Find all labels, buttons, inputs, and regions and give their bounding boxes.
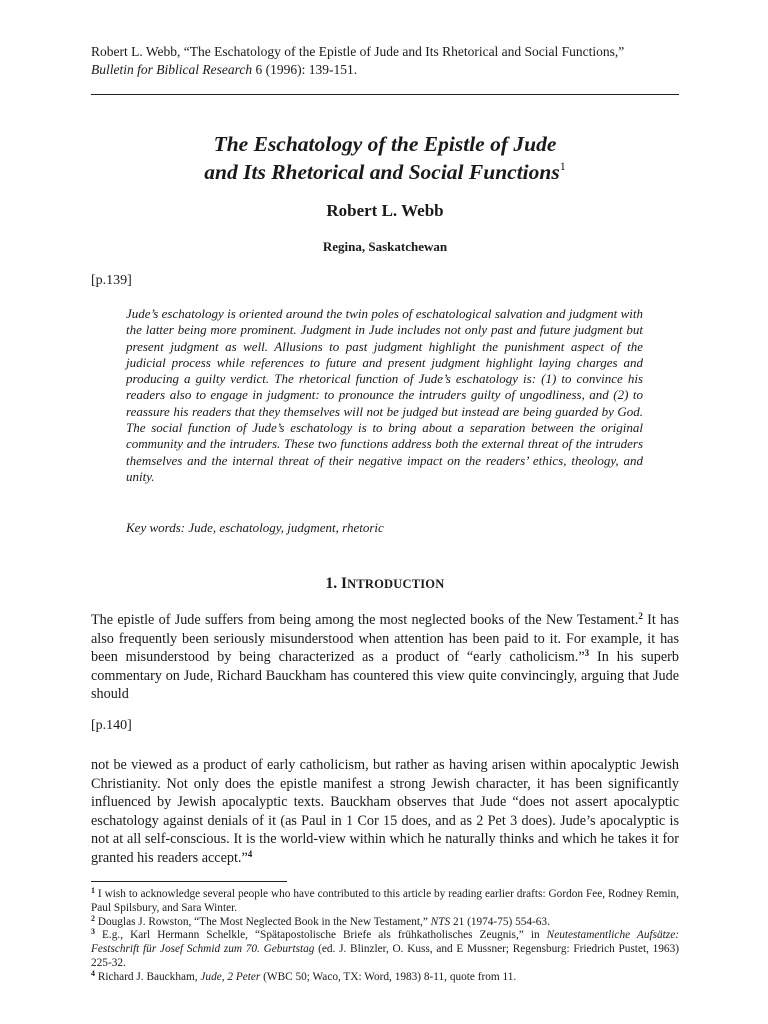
title-line-2: and Its Rhetorical and Social Functions$^1$ xyxy=(204,159,566,184)
author-name: Robert L. Webb xyxy=(326,201,444,220)
abstract: Jude’s eschatology is oriented around the twin poles of eschatological salvation and judgment with the latter being more prominent. Judgment in Jude includes not only past and future judgment but present judgment as well. Allusions to past judgment highlight the punishment aspect of the judicial process while references to future and present judgment highlight laying charges and producing a guilty verdict. The rhetorical function of Jude’s eschatology is: (1) to convince his readers also to engage in judgment: to pronounce the intruders guilty of ungodliness, and (2) to reassure his readers that they themselves will not be judged but instead are being guarded by God. The social function of Jude’s eschatology is to bring about a separation between the original community and the intruders. These two functions address both the external threat of the intruders themselves and the internal threat of their negative impact on the readers’ ethics, theology, and unity. xyxy=(126,306,643,484)
footnote-ref-2[interactable]: 2 xyxy=(638,611,643,621)
footnote-3: $^3$ E.g., Karl Hermann Schelkle, “Spätapostolische Briefe als frühkatholisches Zeugnis,” in Neutestamentliche Aufsätze: Festschrift für Josef Schmid zum 70. Geburtstag (ed. J. Blinzler, O. Kuss, and E Mussner; Regensburg: Friedrich Pustet, 1963) 225-32. xyxy=(91,927,679,969)
footnote-ref-3[interactable]: 3 xyxy=(584,648,590,658)
journal-volume: 6 (1996): 139-151. xyxy=(252,62,358,77)
citation-line: Robert L. Webb, “The Eschatology of the Epistle of Jude and Its Rhetorical and Social Functions,” xyxy=(91,44,625,59)
title-line-1: The Eschatology of the Epistle of Jude xyxy=(213,132,557,156)
citation-header xyxy=(91,43,691,79)
body-paragraph-2: not be viewed as a product of early catholicism, but rather as having arisen within apocalyptic Jewish Christianity. Not only does the epistle manifest a strong Jewish character, it has been significantly influenced by Jewish apocalyptic texts. Bauckham observes that Jude “does not assert apocalyptic eschatology against denials of it (as Paul in 1 Cor 15 does, and as 2 Pet 3 does). Jude’s apocalyptic is not at all self-conscious. It is the world-view within which he naturally thinks and which he takes it for granted his readers accept.”$^4$ xyxy=(91,757,679,866)
footnote-ref-4[interactable]: 4 xyxy=(247,848,253,859)
body-paragraph-1: The epistle of Jude suffers from being among the most neglected books of the New Testament.$^2$ It has also frequently been seriously misunderstood when attention has been paid to it. For example, it has been misunderstood by being characterized as a product of “early catholicism.”$^3$ In his superb commentary on Jude, Richard Bauckham has countered this view quite convincingly, arguing that Jude should xyxy=(91,611,679,702)
journal-line xyxy=(91,61,691,79)
footnote-4: $^4$ Richard J. Bauckham, Jude, 2 Peter (WBC 50; Waco, TX: Word, 1983) 8-11, quote from 11. xyxy=(91,968,517,983)
journal-name: Bulletin for Biblical Research xyxy=(91,62,253,77)
footnote-2: $^2$ Douglas J. Rowston, “The Most Neglected Book in the New Testament,” NTS 21 (1974-75) 554-63. xyxy=(91,913,550,928)
footnote-1: $^1$ I wish to acknowledge several people who have contributed to this article by reading earlier drafts: Gordon Fee, Rodney Remin, Paul Spilsbury, and Sara Winter. xyxy=(91,886,679,914)
section-heading-introduction: 1. INTRODUCTION xyxy=(325,575,445,592)
page-marker-139: [p.139] xyxy=(91,273,132,288)
keywords: Key words: Jude, eschatology, judgment, rhetoric xyxy=(126,520,384,535)
header-divider xyxy=(91,94,679,95)
title-footnote-ref[interactable]: 1 xyxy=(559,159,566,173)
author-location: Regina, Saskatchewan xyxy=(322,239,448,254)
page-marker-140: [p.140] xyxy=(91,718,132,733)
article-title xyxy=(91,130,679,186)
footnote-divider xyxy=(91,881,287,882)
footnotes xyxy=(91,888,679,985)
